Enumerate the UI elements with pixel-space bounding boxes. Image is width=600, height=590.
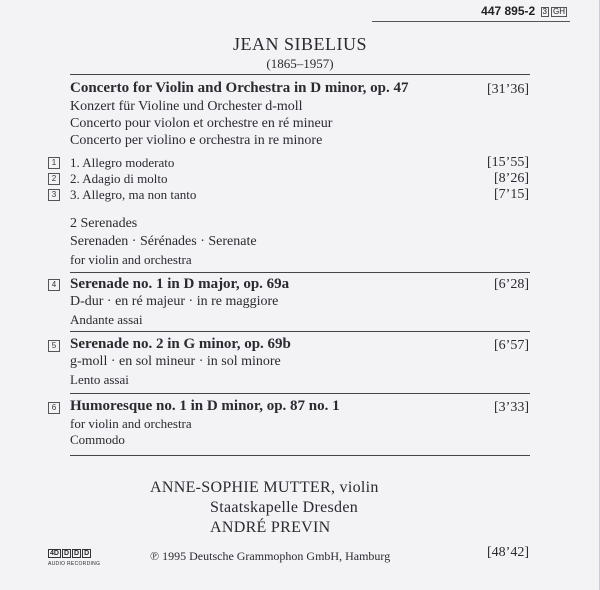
humoresque-for: for violin and orchestra — [70, 416, 192, 431]
divider — [70, 393, 530, 394]
code-box: GH — [553, 7, 565, 16]
serenade-1-keys: D-dur · en ré majeur · in re maggiore — [70, 294, 279, 309]
logo-box: D — [74, 550, 80, 557]
divider — [70, 74, 530, 75]
serenade-2-title: Serenade no. 2 in G minor, op. 69b — [70, 336, 291, 352]
humoresque-duration: [3’33] — [494, 400, 529, 415]
serenade-2-keys: g-moll · en sol mineur · in sol minore — [70, 354, 281, 369]
serenades-for: for violin and orchestra — [70, 252, 192, 267]
catalog-underline — [372, 21, 570, 22]
serenades-translations: Serenaden · Sérénades · Serenate — [70, 234, 257, 249]
track-number: 1 — [48, 157, 60, 169]
divider — [70, 272, 530, 273]
logo-caption: AUDIO RECORDING — [48, 561, 101, 567]
conductor-name: ANDRÉ PREVIN — [210, 519, 331, 536]
movement-duration: [7’15] — [494, 187, 529, 202]
logo-box: D — [63, 550, 70, 557]
logo-box: 4D — [50, 550, 59, 557]
movement-title: 3. Allegro, ma non tanto — [70, 187, 197, 202]
movement-title: 2. Adagio di molto — [70, 171, 168, 186]
copyright-notice: ℗ 1995 Deutsche Grammophon GmbH, Hamburg — [150, 549, 391, 563]
divider — [70, 331, 530, 332]
concerto-duration: [31’36] — [487, 82, 529, 97]
total-duration: [48’42] — [487, 545, 529, 560]
logo-box: D — [84, 550, 90, 557]
track-number: 3 — [48, 189, 60, 201]
movement-duration: [15’55] — [487, 155, 529, 170]
concerto-title: Concerto for Violin and Orchestra in D minor, op. 47 — [70, 80, 409, 96]
serenade-2-tempo: Lento assai — [70, 372, 129, 387]
composer-name: JEAN SIBELIUS — [232, 34, 367, 54]
code-box: 3 — [542, 7, 547, 16]
soloist-line — [150, 479, 379, 497]
humoresque-title: Humoresque no. 1 in D minor, op. 87 no. 1 — [70, 398, 340, 414]
divider — [70, 455, 530, 456]
composer-dates: (1865–1957) — [266, 56, 334, 71]
serenades-heading: 2 Serenades — [70, 216, 138, 231]
movement-title: 1. Allegro moderato — [70, 155, 175, 170]
track-number: 6 — [48, 402, 60, 414]
serenade-1-title: Serenade no. 1 in D major, op. 69a — [70, 276, 290, 292]
serenade-1-tempo: Andante assai — [70, 312, 143, 327]
concerto-translation: Concerto per violino e orchestra in re minore — [70, 133, 323, 148]
serenade-1-duration: [6’28] — [494, 277, 529, 292]
serenade-2-duration: [6’57] — [494, 338, 529, 353]
track-number: 2 — [48, 173, 60, 185]
catalog-number — [481, 4, 567, 18]
soloist-instrument: , violin — [330, 479, 379, 496]
orchestra-name: Staatskapelle Dresden — [210, 499, 359, 516]
catalog-number-text: 447 895-2 — [481, 4, 536, 18]
track-number: 4 — [48, 279, 60, 291]
concerto-translation: Concerto pour violon et orchestre en ré mineur — [70, 116, 333, 131]
4d-audio-recording-logo — [48, 542, 100, 567]
concerto-translation: Konzert für Violine und Orchester d-moll — [70, 99, 303, 114]
soloist-name: ANNE-SOPHIE MUTTER — [150, 479, 331, 496]
track-number: 5 — [48, 340, 60, 352]
movement-duration: [8’26] — [494, 171, 529, 186]
humoresque-tempo: Commodo — [70, 432, 125, 447]
